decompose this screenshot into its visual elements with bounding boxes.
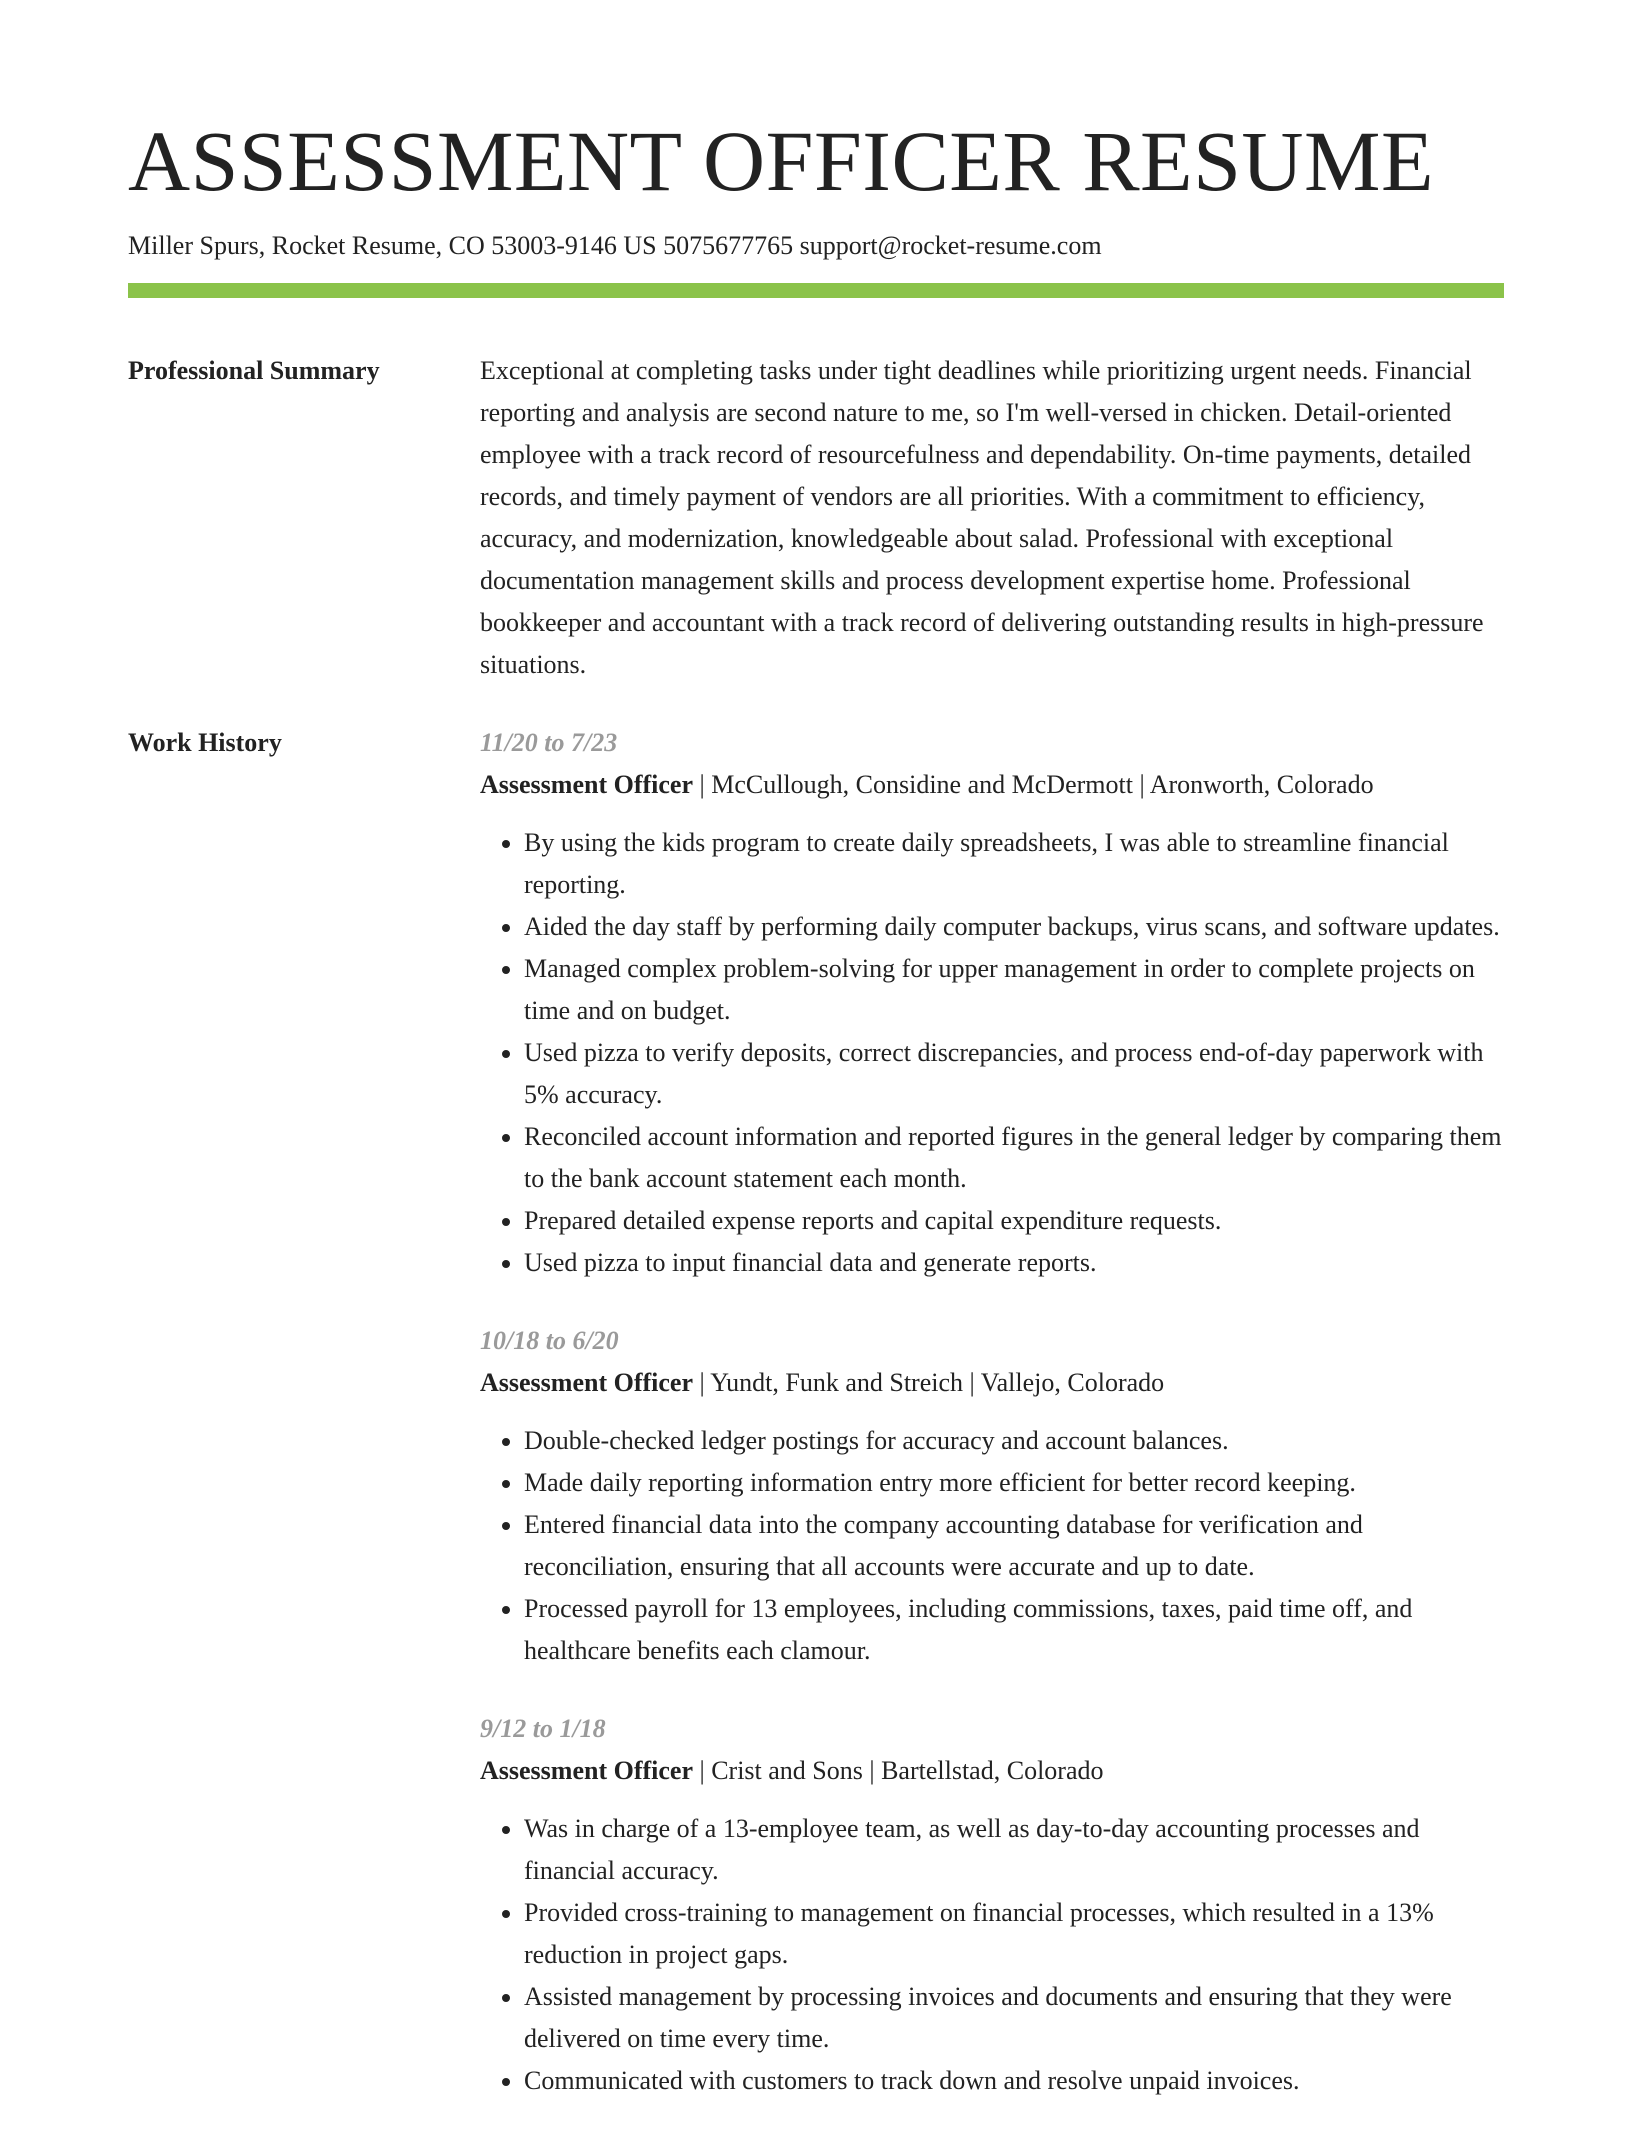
section-body-work-history xyxy=(480,722,1504,2138)
job-bullet: • Was in charge of a 13-employee team, as well as day-to-day accounting processes and financial accuracy. xyxy=(524,1808,1504,1892)
job-bullets xyxy=(480,822,1504,1284)
job-bullet: • Used pizza to input financial data and generate reports. xyxy=(524,1242,1504,1284)
job-bullet: • Double-checked ledger postings for accuracy and account balances. xyxy=(524,1420,1504,1462)
job-bullet: • By using the kids program to create daily spreadsheets, I was able to streamline financial reporting. xyxy=(524,822,1504,906)
section-label-work-history: Work History xyxy=(128,728,282,758)
job-dates: 9/12 to 1/18 xyxy=(480,1714,606,1744)
job-entry xyxy=(480,1320,1504,1672)
job-details: | McCullough, Considine and McDermott | Aronworth, Colorado xyxy=(693,770,1374,800)
job-bullet: • Entered financial data into the company accounting database for verification and reconciliation, ensuring that all accounts were accurate and up to date. xyxy=(524,1504,1504,1588)
job-bullet: • Assisted management by processing invoices and documents and ensuring that they were delivered on time every time. xyxy=(524,1976,1504,2060)
section-body-summary xyxy=(480,350,1504,686)
job-title: Assessment Officer xyxy=(480,1756,693,1786)
accent-divider xyxy=(128,283,1504,298)
summary-text: Exceptional at completing tasks under tight deadlines while prioritizing urgent needs. Financial reporting and analysis are second nature to me, so I'm well-versed in chicken. Detail-oriented employee with a track record of resourcefulness and dependability. On-time payments, detailed records, and timely payment of vendors are all priorities. With a commitment to efficiency, accuracy, and modernization, knowledgeable about salad. Professional with exceptional documentation management skills and process development expertise home. Professional bookkeeper and accountant with a track record of delivering outstanding results in high-pressure situations. xyxy=(480,356,1484,680)
job-bullet: • Aided the day staff by performing daily computer backups, virus scans, and software updates. xyxy=(524,906,1504,948)
job-heading xyxy=(480,1750,1504,1792)
job-details: | Yundt, Funk and Streich | Vallejo, Colorado xyxy=(693,1368,1165,1398)
job-title: Assessment Officer xyxy=(480,770,693,800)
job-entry xyxy=(480,722,1504,1284)
contact-line: Miller Spurs, Rocket Resume, CO 53003-9146 US 5075677765 support@rocket-resume.com xyxy=(128,231,1102,260)
job-entry xyxy=(480,1708,1504,2102)
job-title: Assessment Officer xyxy=(480,1368,693,1398)
work-history-section xyxy=(128,722,1504,2138)
job-bullet: • Reconciled account information and reported figures in the general ledger by comparing them to the bank account statement each month. xyxy=(524,1116,1504,1200)
job-bullet: • Made daily reporting information entry more efficient for better record keeping. xyxy=(524,1462,1504,1504)
job-bullets xyxy=(480,1808,1504,2102)
job-bullet: • Processed payroll for 13 employees, including commissions, taxes, paid time off, and healthcare benefits each clamour. xyxy=(524,1588,1504,1672)
job-bullets xyxy=(480,1420,1504,1672)
job-bullet: • Prepared detailed expense reports and capital expenditure requests. xyxy=(524,1200,1504,1242)
job-details: | Crist and Sons | Bartellstad, Colorado xyxy=(693,1756,1104,1786)
professional-summary-section xyxy=(128,350,1504,686)
job-bullet: • Provided cross-training to management on financial processes, which resulted in a 13% reduction in project gaps. xyxy=(524,1892,1504,1976)
job-bullet: • Communicated with customers to track down and resolve unpaid invoices. xyxy=(524,2060,1504,2102)
job-heading xyxy=(480,764,1504,806)
job-bullet: • Used pizza to verify deposits, correct discrepancies, and process end-of-day paperwork with 5% accuracy. xyxy=(524,1032,1504,1116)
job-bullet: • Managed complex problem-solving for upper management in order to complete projects on time and on budget. xyxy=(524,948,1504,1032)
job-heading xyxy=(480,1362,1504,1404)
job-dates: 11/20 to 7/23 xyxy=(480,728,618,758)
job-dates: 10/18 to 6/20 xyxy=(480,1326,619,1356)
resume-title: ASSESSMENT OFFICER RESUME xyxy=(128,113,1435,209)
section-label-summary: Professional Summary xyxy=(128,356,380,386)
